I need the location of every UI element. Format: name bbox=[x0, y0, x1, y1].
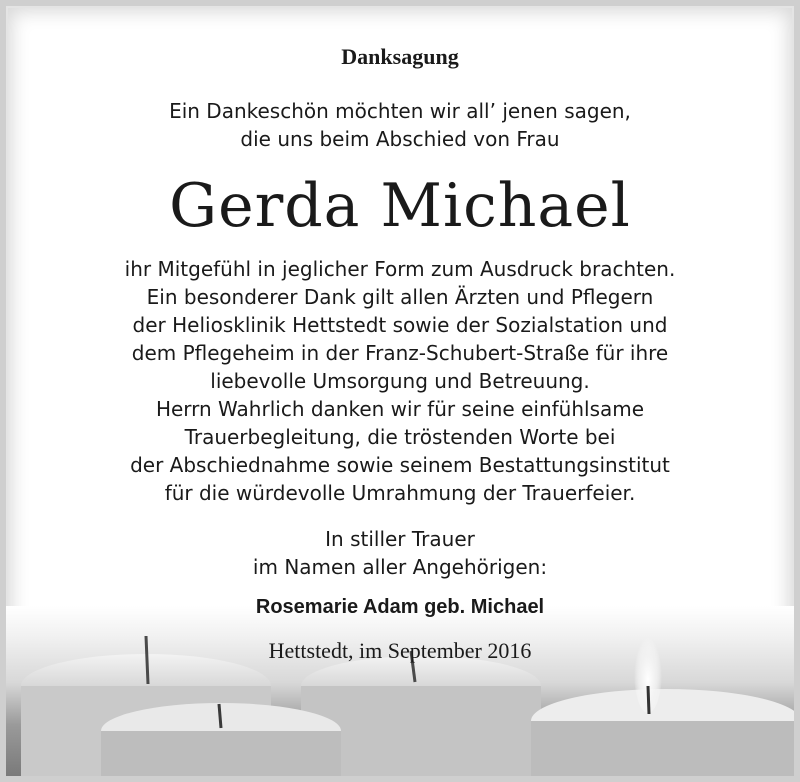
candles-illustration bbox=[6, 606, 794, 776]
thanks-line: für die würdevolle Umrahmung der Trauerfeier. bbox=[164, 481, 636, 505]
thanks-line: Herrn Wahrlich danken wir für seine einfühlsame bbox=[155, 397, 645, 421]
thanks-line: der Abschiednahme sowie seinem Bestattungsinstitut bbox=[130, 453, 670, 477]
thanks-line: Ein besonderer Dank gilt allen Ärzten und Pflegern bbox=[146, 285, 654, 309]
heading: Danksagung bbox=[341, 44, 459, 69]
thanks-line: dem Pflegeheim in der Franz-Schubert-Straße für ihre bbox=[131, 341, 669, 365]
thanks-text bbox=[6, 255, 794, 507]
thanks-line: ihr Mitgefühl in jeglicher Form zum Ausdruck brachten. bbox=[124, 257, 676, 281]
thanks-line: der Heliosklinik Hettstedt sowie der Sozialstation und bbox=[132, 313, 668, 337]
intro-line: die uns beim Abschied von Frau bbox=[240, 127, 560, 151]
intro-text bbox=[6, 97, 794, 153]
intro-line: Ein Dankeschön möchten wir all’ jenen sagen, bbox=[169, 99, 631, 123]
deceased-name: Gerda Michael bbox=[169, 171, 631, 241]
thanks-line: liebevolle Umsorgung und Betreuung. bbox=[210, 369, 590, 393]
signer-name: Rosemarie Adam geb. Michael bbox=[255, 596, 545, 618]
closing-line: In stiller Trauer bbox=[325, 527, 475, 551]
closing-text bbox=[6, 525, 794, 581]
place-date: Hettstedt, im September 2016 bbox=[268, 638, 532, 663]
candles-photo bbox=[6, 606, 794, 776]
closing-line: im Namen aller Angehörigen: bbox=[252, 555, 548, 579]
thanks-line: Trauerbegleitung, die tröstenden Worte bei bbox=[184, 425, 616, 449]
